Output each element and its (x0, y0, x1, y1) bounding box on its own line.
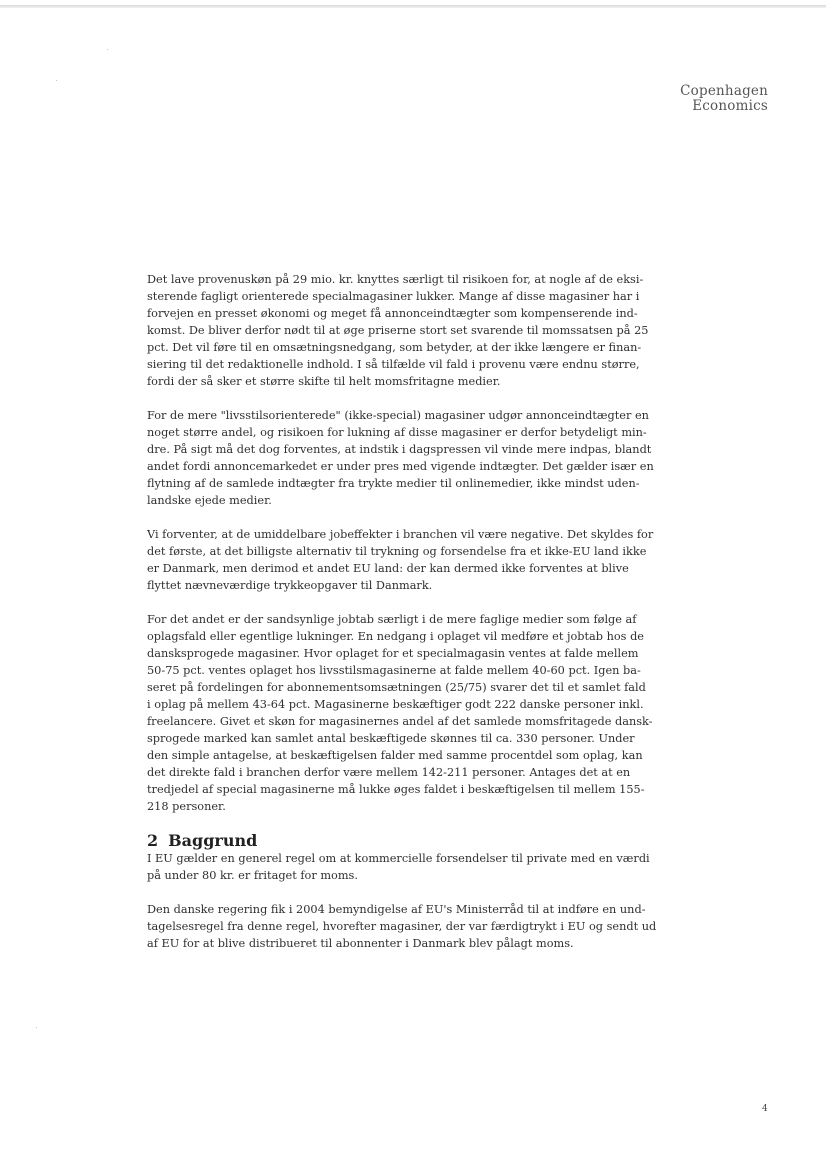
section-heading (147, 832, 659, 850)
logo-line-2: Economics (692, 98, 768, 114)
paragraph-livsstil: For de mere "livsstilsorienterede" (ikke-special) magasiner udgør annonceindtægter en noget større andel, og risikoen for lukning af disse magasiner er derfor betydeligt min- dre. På sigt må det dog forventes, at indstik i dagspressen vil vinde mere indpas, blandt andet fordi annoncemarkedet er under pres med vigende indtægter. Det gælder især en flytning af de samlede indtægter fra trykte medier til onlinemedier, ikke mindst uden- landske ejede medier. (147, 409, 654, 507)
copenhagen-economics-logo (680, 84, 768, 114)
document-body (147, 271, 659, 969)
paragraph-regering: Den danske regering fik i 2004 bemyndigelse af EU's Ministerråd til at indføre en und- tagelsesregel fra denne regel, hvorefter magasiner, der var færdigtrykt i EU og sendt ud af EU for at blive distribueret til abonnenter i Danmark blev pålagt moms. (147, 903, 657, 950)
section-number: 2 (147, 831, 159, 850)
scan-speck (56, 80, 57, 81)
scan-speck (107, 49, 108, 50)
page-number: 4 (762, 1104, 768, 1114)
paragraph-provenu: Det lave provenuskøn på 29 mio. kr. knyttes særligt til risikoen for, at nogle af de eksi- sterende fagligt orienterede specialmagasiner lukker. Mange af disse magasiner har i forvejen en presset økonomi og meget få annonceindtægter som kompenserende ind- komst. De bliver derfor nødt til at øge priserne stort set svarende til momssatsen på 25 pct. Det vil føre til en omsætningsnedgang, som betyder, at der ikke længere er finan- siering til det redaktionelle indhold. I så tilfælde vil fald i provenu være endnu større, fordi der så sker et større skifte til helt momsfritagne medier. (147, 273, 649, 388)
scan-edge-line (0, 5, 826, 8)
logo-line-1: Copenhagen (680, 83, 768, 99)
scan-speck (36, 1027, 37, 1028)
paragraph-eu-regel: I EU gælder en generel regel om at kommercielle forsendelser til private med en værdi på under 80 kr. er fritaget for moms. (147, 852, 650, 882)
paragraph-jobeffekter: Vi forventer, at de umiddelbare jobeffekter i branchen vil være negative. Det skyldes for det første, at det billigste alternativ til trykning og forsendelse fra et ikke-EU land ikke er Danmark, men derimod et andet EU land: der kan dermed ikke forventes at blive flyttet nævneværdige trykkeopgaver til Danmark. (147, 528, 654, 592)
paragraph-jobtab: For det andet er der sandsynlige jobtab særligt i de mere faglige medier som følge af oplagsfald eller egentlige lukninger. En nedgang i oplaget vil medføre et jobtab hos de dansksprogede magasiner. Hvor oplaget for et specialmagasin ventes at falde mellem 50-75 pct. ventes oplaget hos livsstilsmagasinerne at falde mellem 40-60 pct. Igen ba- seret på fordelingen for abonnementsomsætningen (25/75) svarer det til et samlet fald i oplag på mellem 43-64 pct. Magasinerne beskæftiger godt 222 danske personer inkl. freelancere. Givet et skøn for magasinernes andel af det samlede momsfritagede dansk- sprogede marked kan samlet antal beskæftigede skønnes til ca. 330 personer. Under den simple antagelse, at beskæftigelsen falder med samme procentdel som oplag, kan det direkte fald i branchen derfor være mellem 142-211 personer. Antages det at en tredjedel af special magasinerne må lukke øges faldet i beskæftigelsen til mellem 155- 218 personer. (147, 613, 653, 813)
section-title: Baggrund (168, 831, 258, 850)
